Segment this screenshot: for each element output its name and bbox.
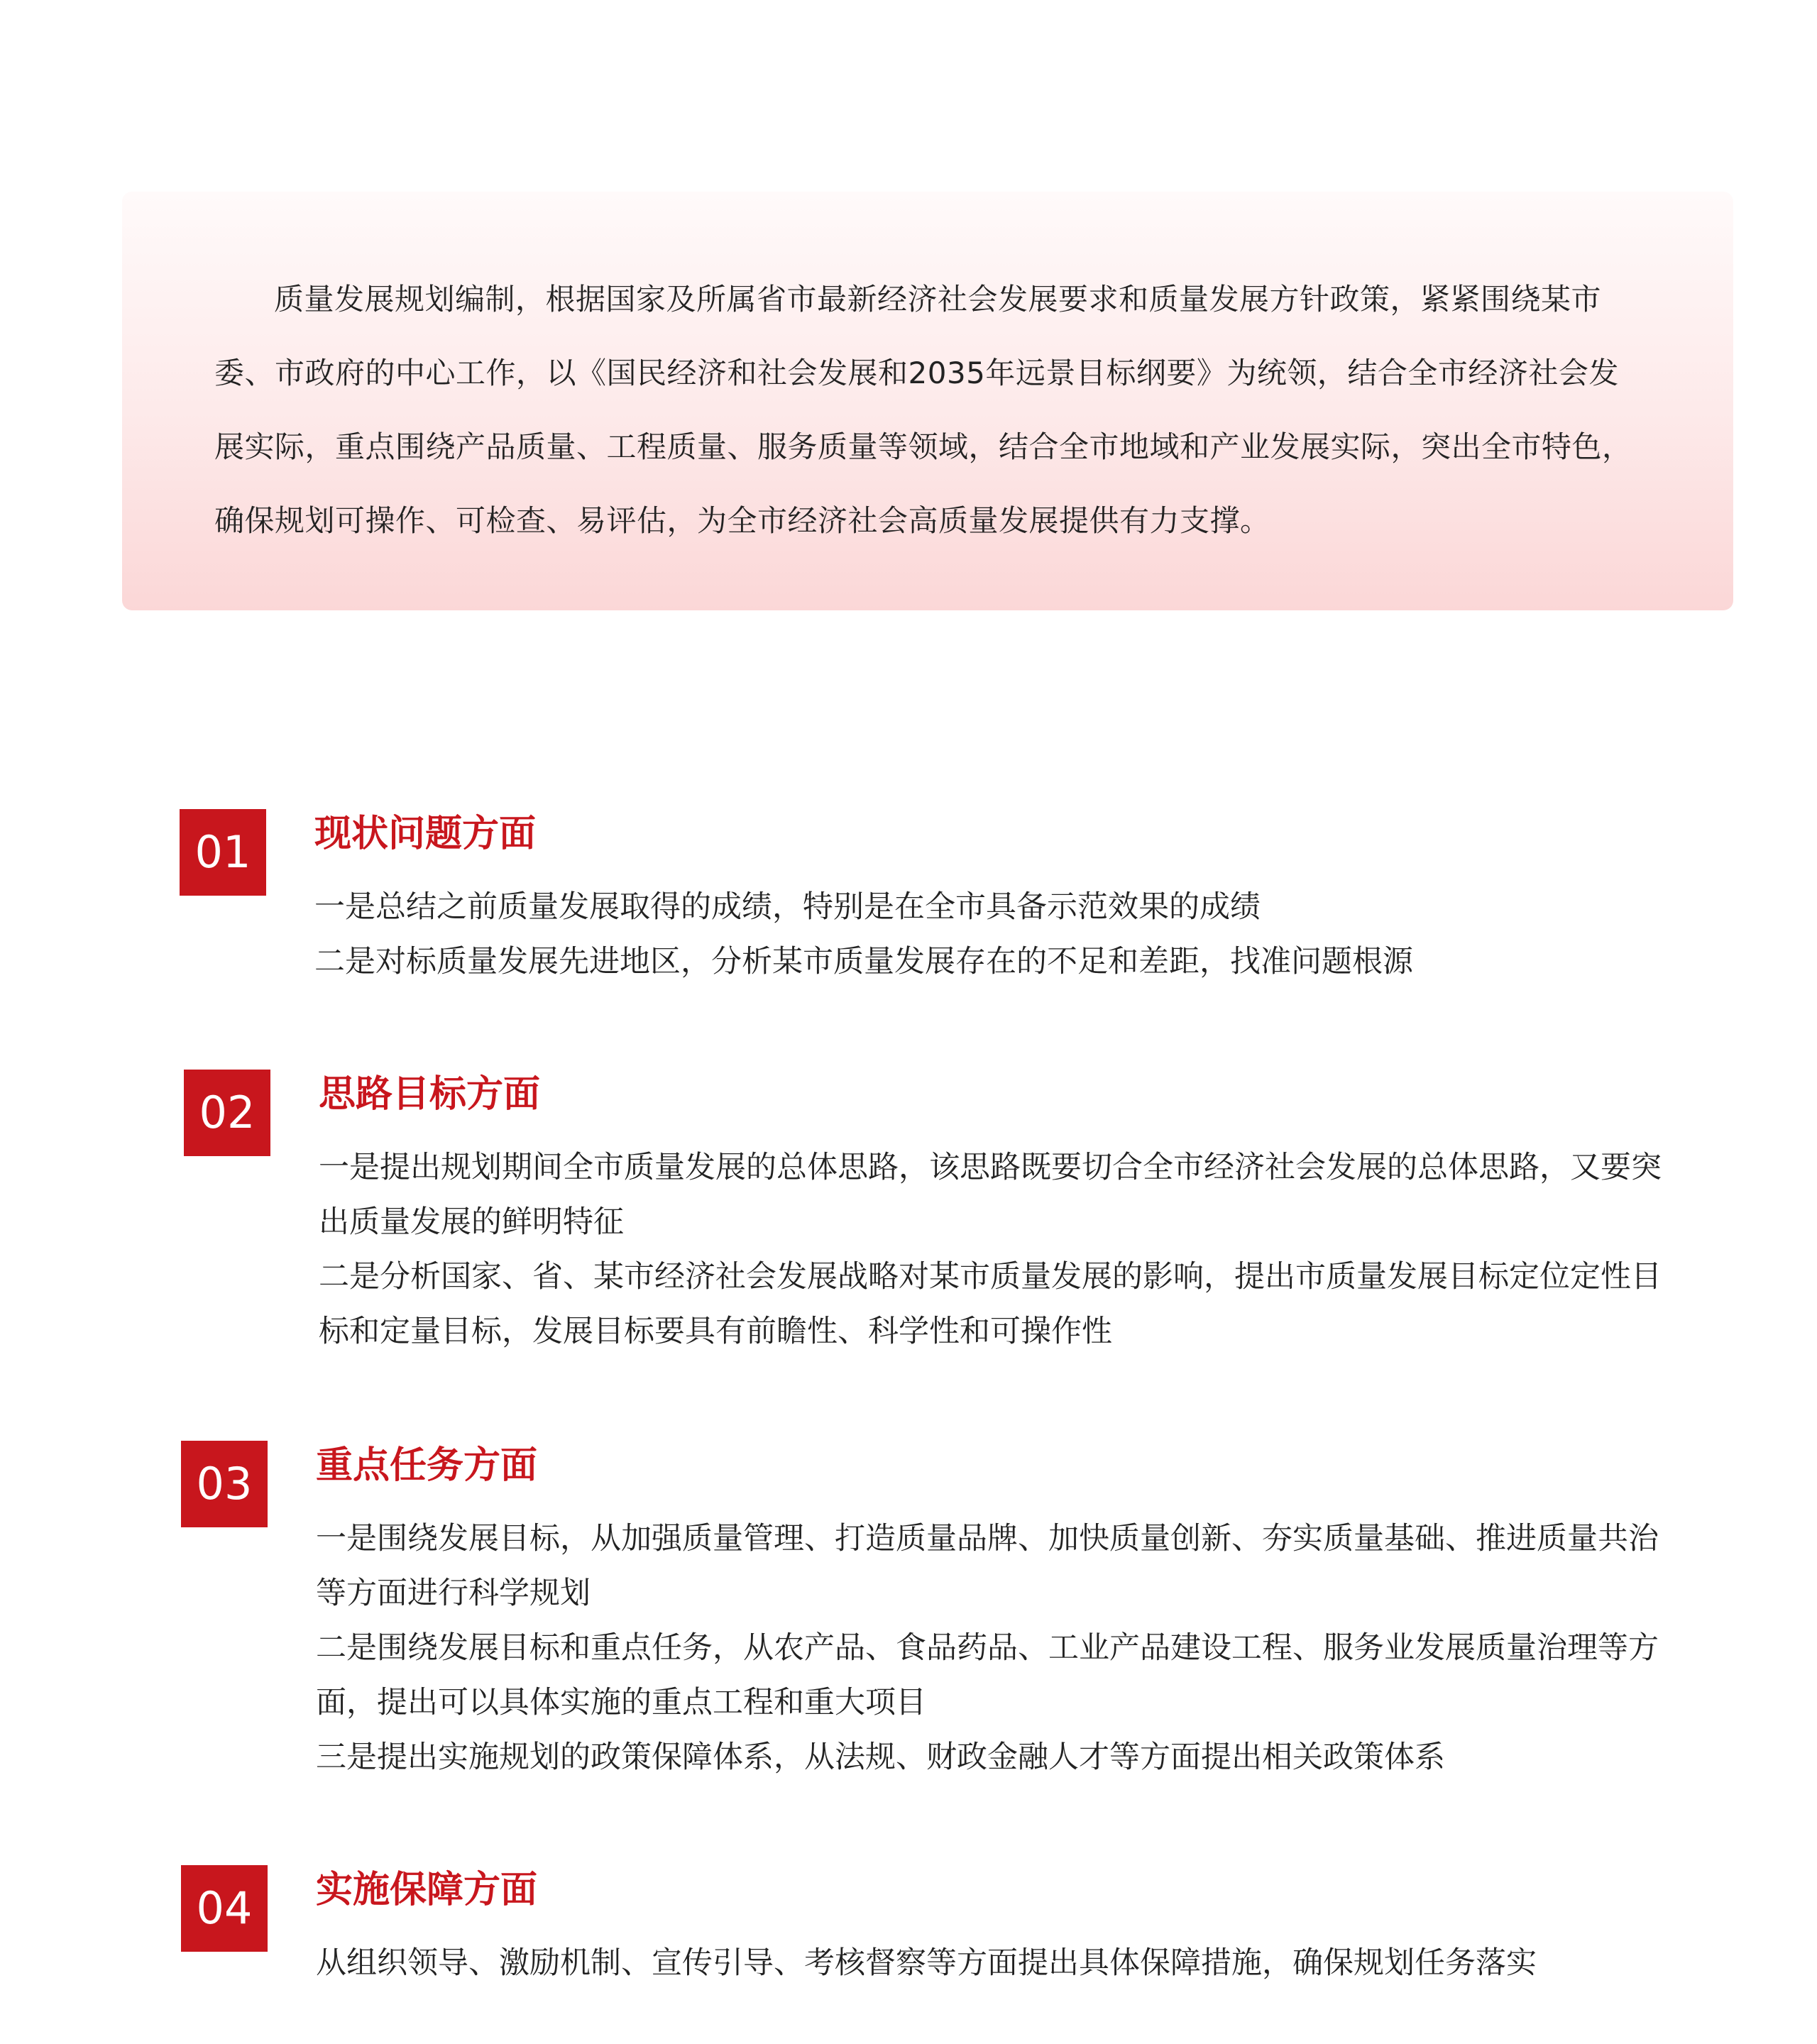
- section-title: 重点任务方面: [316, 1444, 538, 1487]
- section-body: [316, 1512, 1679, 1785]
- section-line: 一是围绕发展目标，从加强质量管理、打造质量品牌、加快质量创新、夯实质量基础、推进质量共治等方面进行科学规划: [316, 1521, 1659, 1611]
- section-number-badge: 03: [181, 1441, 268, 1527]
- section-line: 从组织领导、激励机制、宣传引导、考核督察等方面提出具体保障措施，确保规划任务落实: [316, 1945, 1537, 1981]
- section-line: 二是分析国家、省、某市经济社会发展战略对某市质量发展的影响，提出市质量发展目标定位定性目标和定量目标，发展目标要具有前瞻性、科学性和可操作性: [319, 1259, 1662, 1349]
- section-title: 实施保障方面: [316, 1869, 538, 1911]
- section-line: 三是提出实施规划的政策保障体系，从法规、财政金融人才等方面提出相关政策体系: [316, 1740, 1445, 1775]
- section-number-badge: 01: [180, 809, 266, 896]
- section-line: 二是围绕发展目标和重点任务，从农产品、食品药品、工业产品建设工程、服务业发展质量治理等方面，提出可以具体实施的重点工程和重大项目: [316, 1630, 1659, 1720]
- section-line: 一是总结之前质量发展取得的成绩，特别是在全市具备示范效果的成绩: [314, 889, 1261, 925]
- section-body: [319, 1141, 1681, 1359]
- intro-card: [122, 192, 1733, 610]
- section-title: 思路目标方面: [319, 1073, 541, 1116]
- section-body: [316, 1936, 1679, 1991]
- section-title: 现状问题方面: [314, 813, 537, 855]
- section-body: [314, 880, 1677, 989]
- section-line: 一是提出规划期间全市质量发展的总体思路，该思路既要切合全市经济社会发展的总体思路，又要突出质量发展的鲜明特征: [319, 1150, 1662, 1240]
- section-line: 二是对标质量发展先进地区，分析某市质量发展存在的不足和差距，找准问题根源: [314, 944, 1413, 979]
- section-number-badge: 02: [184, 1070, 270, 1156]
- section-number-badge: 04: [181, 1865, 268, 1952]
- intro-paragraph: 质量发展规划编制，根据国家及所属省市最新经济社会发展要求和质量发展方针政策，紧紧围绕某市委、市政府的中心工作，以《国民经济和社会发展和2035年远景目标纲要》为统领，结合全市经济社会发展实际，重点围绕产品质量、工程质量、服务质量等领域，结合全市地域和产业发展实际，突出全市特色，确保规划可操作、可检查、易评估，为全市经济社会高质量发展提供有力支撑。: [214, 282, 1632, 538]
